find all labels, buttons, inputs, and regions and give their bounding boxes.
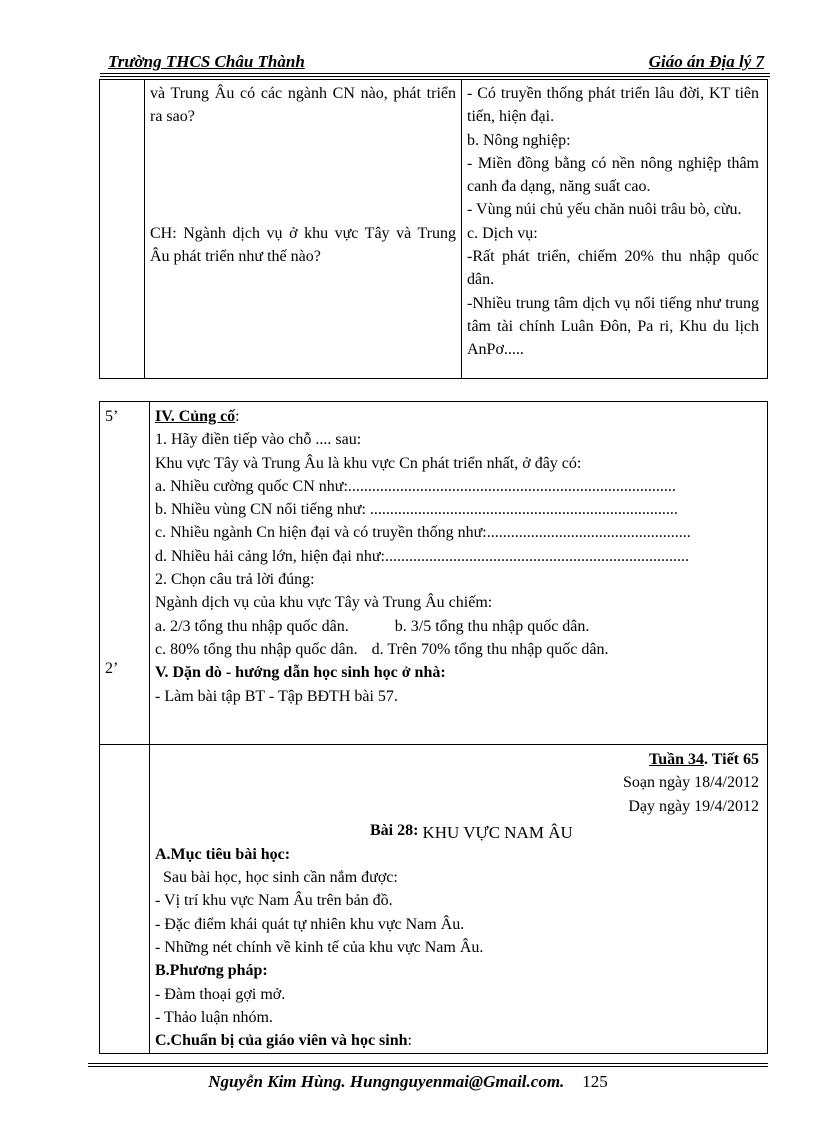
option-b: b. 3/5 tổng thu nhập quốc dân. (394, 617, 590, 635)
page-number: 125 (582, 1072, 608, 1091)
method-item: - Đàm thoại gợi mở. (155, 985, 286, 1003)
header-divider-2 (100, 76, 770, 77)
school-name: Trường THCS Châu Thành (108, 52, 305, 71)
footer-author: Nguyễn Kim Hùng. Hungnguyenmai@Gmail.com. (208, 1072, 565, 1091)
option-d: d. Trên 70% tổng thu nhập quốc dân. (371, 640, 609, 658)
fill-line: d. Nhiều hải cảng lớn, hiện đại như:............................................................................ (155, 547, 689, 565)
footer-divider-2 (88, 1066, 768, 1067)
fill-line: c. Nhiều ngành Cn hiện đại và có truyền thống như:................................................... (155, 524, 691, 542)
method-title: B.Phương pháp: (155, 962, 268, 980)
section-4-colon: : (235, 408, 240, 425)
fill-line: a. Nhiều cường quốc CN như:.................................................................................. (155, 477, 676, 495)
page-footer (0, 1072, 816, 1092)
page-header (100, 50, 770, 72)
preparation-title: C.Chuẩn bị của giáo viên và học sinh (155, 1032, 408, 1050)
review-line: Khu vực Tây và Trung Âu là khu vực Cn phát triển nhất, ở đây có: (155, 454, 582, 472)
review-line: Ngành dịch vụ của khu vực Tây và Trung Âu chiếm: (155, 594, 493, 612)
answer-line: -Rất phát triển, chiếm 20% thu nhập quốc dân. (467, 248, 759, 289)
fill-line: b. Nhiều vùng CN nổi tiếng như: ............................................................................. (155, 501, 678, 519)
objective-item: - Đặc điểm khái quát tự nhiên khu vực Nam Âu. (155, 915, 465, 933)
prepared-date: Soạn ngày 18/4/2012 (623, 774, 759, 792)
review-line: 1. Hãy điền tiếp vào chỗ .... sau: (155, 431, 362, 449)
answer-line: b. Nông nghiệp: (467, 131, 571, 149)
objective-item: - Vị trí khu vực Nam Âu trên bản đồ. (155, 892, 393, 910)
new-lesson-cell (150, 745, 768, 1054)
section-4-title: IV. Củng cố (155, 408, 236, 425)
answer-line: - Vùng núi chủ yếu chăn nuôi trâu bò, cừu. (467, 201, 742, 219)
header-divider (100, 73, 770, 74)
time-5: 5’ (105, 408, 119, 425)
lesson-number: Bài 28: (370, 821, 423, 839)
answer-line: - Có truyền thống phát triển lâu đời, KT tiên tiến, hiện đại. (467, 85, 759, 126)
taught-date: Dạy ngày 19/4/2012 (628, 797, 759, 815)
objectives-intro: Sau bài học, học sinh cần nắm được: (155, 869, 398, 887)
answer-line: c. Dịch vụ: (467, 224, 538, 242)
answer-line: -Nhiều trung tâm dịch vụ nổi tiếng như trung tâm tài chính Luân Đôn, Pa ri, Khu du lịch AnPơ..... (467, 294, 759, 359)
content-cell (462, 80, 768, 379)
time-2: 2’ (105, 660, 119, 678)
method-item: - Thảo luận nhóm. (155, 1008, 273, 1026)
preparation-colon: : (407, 1032, 412, 1050)
lesson-table-2 (99, 401, 768, 1054)
time-cell (100, 745, 150, 1054)
section-5-title: V. Dặn dò - hướng dẫn học sinh học ở nhà: (155, 664, 446, 682)
answer-line: - Miền đồng bằng có nền nông nghiệp thâm canh đa dạng, năng suất cao. (467, 154, 759, 196)
question-1: và Trung Âu có các ngành CN nào, phát triển ra sao? (150, 85, 456, 126)
time-cell (100, 402, 150, 745)
objective-item: - Những nét chính về kinh tế của khu vực Nam Âu. (155, 939, 484, 957)
week-label: Tuần 34 (649, 751, 705, 768)
review-cell (150, 402, 768, 745)
period-label: . Tiết 65 (704, 751, 759, 768)
review-line: 2. Chọn câu trả lời đúng: (155, 571, 315, 589)
teacher-activity-cell (145, 80, 462, 379)
option-c: c. 80% tổng thu nhập quốc dân. (155, 640, 358, 658)
lesson-title: KHU VỰC NAM ÂU (422, 822, 573, 842)
footer-divider (88, 1063, 768, 1064)
question-2: CH: Ngành dịch vụ ở khu vực Tây và Trung Âu phát triển như thế nào? (150, 224, 456, 265)
objectives-title: A.Mục tiêu bài học: (155, 845, 291, 863)
homework-line: - Làm bài tập BT - Tập BĐTH bài 57. (155, 687, 398, 705)
time-cell (100, 80, 145, 379)
option-a: a. 2/3 tổng thu nhập quốc dân. (155, 617, 349, 635)
lesson-table-1 (99, 79, 768, 379)
subject-title: Giáo án Địa lý 7 (648, 52, 764, 71)
